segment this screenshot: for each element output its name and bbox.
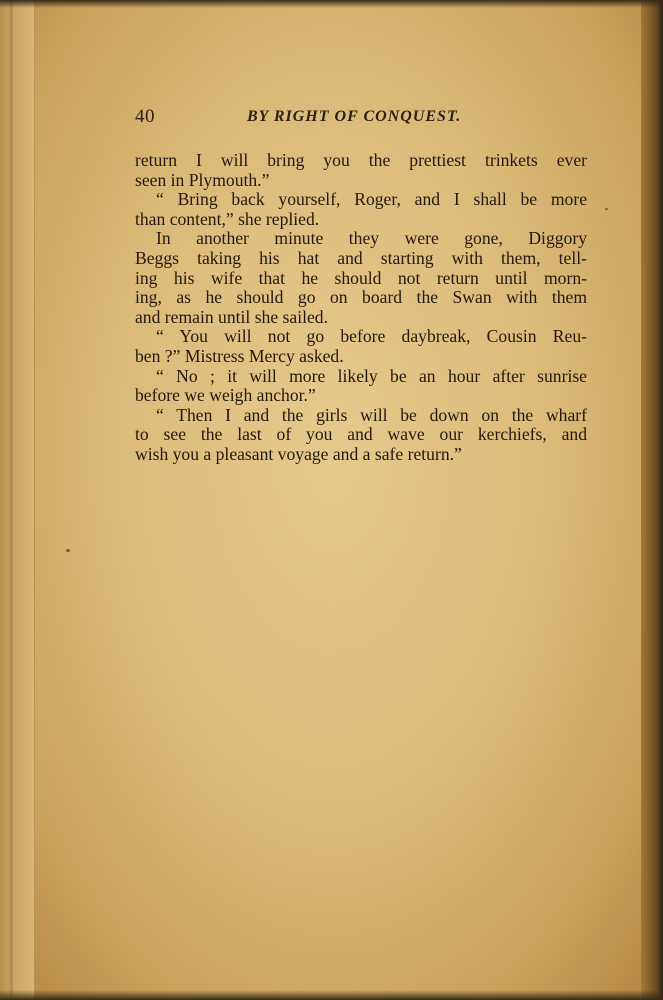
page-bottom-shadow bbox=[0, 990, 663, 1000]
page-left-edge bbox=[0, 0, 35, 1000]
text-line: before we weigh anchor.” bbox=[135, 385, 316, 406]
text-line: ing his wife that he should not return until morn- bbox=[135, 267, 587, 288]
text-line: “ You will not go before daybreak, Cousin Reu- bbox=[156, 326, 587, 347]
running-head: BY RIGHT OF CONQUEST. bbox=[247, 108, 462, 125]
text-line: “ No ; it will more likely be an hour after sunrise bbox=[156, 365, 587, 386]
page-number: 40 bbox=[135, 106, 155, 127]
text-line: ben ?” Mistress Mercy asked. bbox=[135, 345, 344, 366]
text-line: return I will bring you the prettiest trinkets ever bbox=[135, 150, 587, 170]
paper-speck bbox=[66, 549, 70, 552]
paper-speck bbox=[605, 208, 608, 210]
text-line: seen in Plymouth.” bbox=[135, 169, 270, 190]
text-line: wish you a pleasant voyage and a safe return.” bbox=[135, 443, 462, 464]
body-text bbox=[135, 151, 587, 465]
text-line: and remain until she sailed. bbox=[135, 306, 328, 327]
text-line: than content,” she replied. bbox=[135, 208, 320, 229]
page-spine-shadow bbox=[641, 0, 663, 1000]
text-line: ing, as he should go on board the Swan with them bbox=[135, 287, 587, 308]
text-line: In another minute they were gone, Diggory bbox=[156, 228, 587, 249]
text-line: “ Bring back yourself, Roger, and I shall be more bbox=[156, 189, 587, 210]
page-top-shadow bbox=[0, 0, 663, 8]
text-line: “ Then I and the girls will be down on the wharf bbox=[156, 404, 587, 425]
text-line: to see the last of you and wave our kerchiefs, and bbox=[135, 424, 587, 445]
text-line: Beggs taking his hat and starting with them, tell- bbox=[135, 247, 587, 268]
page-header bbox=[135, 106, 587, 132]
